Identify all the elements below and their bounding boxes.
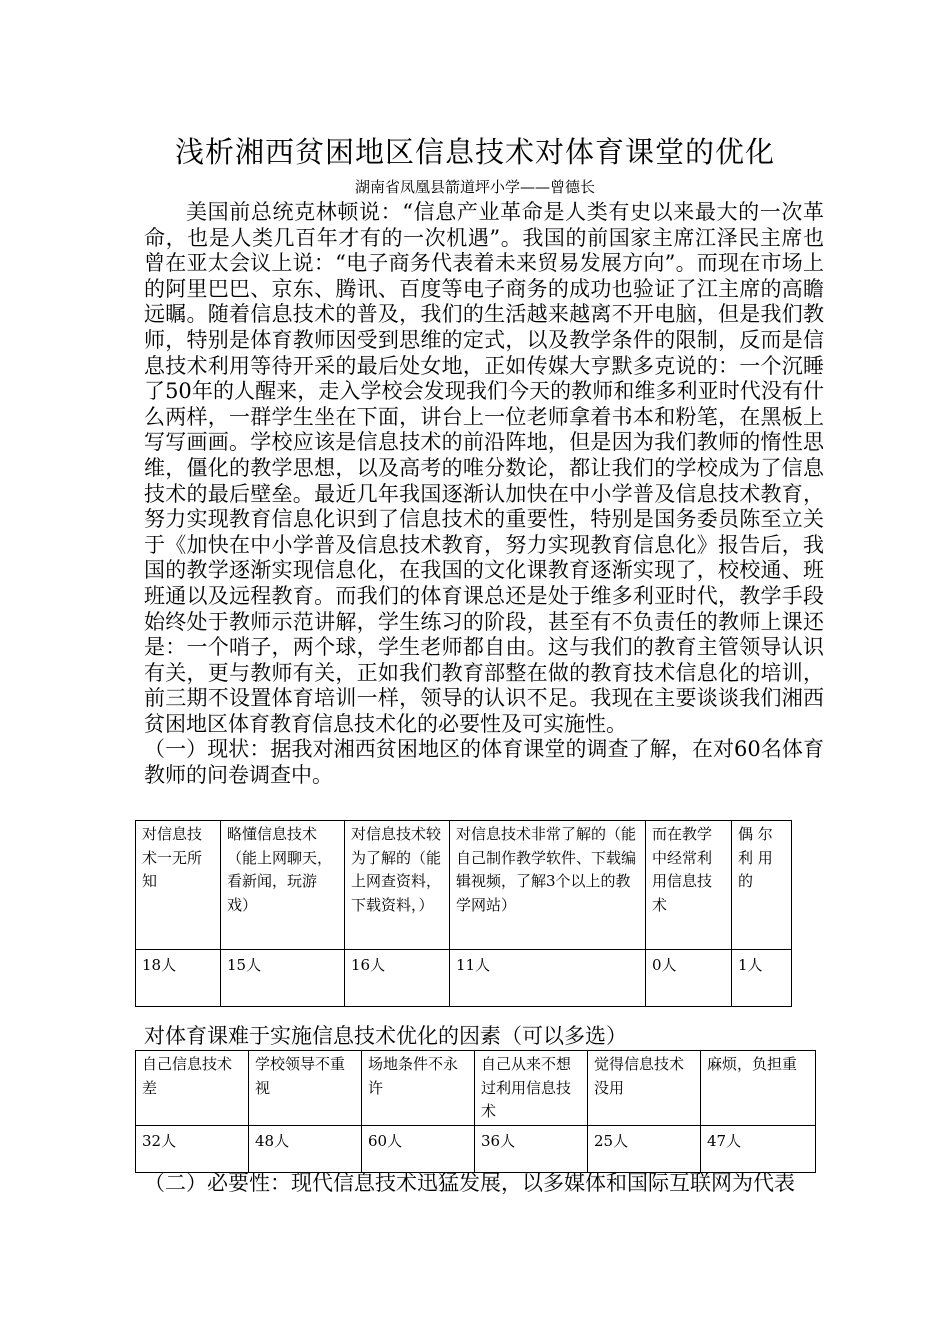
table-row: [136, 1051, 816, 1126]
table-row: [136, 950, 792, 1007]
table-cell: 32人: [136, 1126, 249, 1173]
table-header-cell: 对信息技术一无所知: [136, 821, 221, 950]
table-header-cell: 略懂信息技术（能上网聊天，看新闻，玩游戏）: [221, 821, 345, 950]
table-header-cell: 自己信息技术差: [136, 1051, 249, 1126]
table-cell: 48人: [249, 1126, 362, 1173]
table-row: [136, 1126, 816, 1173]
factors-table: [135, 1050, 816, 1173]
table-header-cell: 而在教学中经常利用信息技术: [646, 821, 732, 950]
intro-paragraph: 美国前总统克林顿说：“信息产业革命是人类有史以来最大的一次革命，也是人类几百年才有的一次机遇”。我国的前国家主席江泽民主席也曾在亚太会议上说：“电子商务代表着未来贸易发展方向”。而现在市场上的阿里巴巴、京东、腾讯、百度等电子商务的成功也验证了江主席的高瞻远瞩。随着信息技术的普及，我们的生活越来越离不开电脑，但是我们教师，特别是体育教师因受到思维的定式，以及教学条件的限制，反而是信息技术利用等待开采的最后处女地，正如传媒大亨默多克说的：一个沉睡了50年的人醒来，走入学校会发现我们今天的教师和维多利亚时代没有什么两样，一群学生坐在下面，讲台上一位老师拿着书本和粉笔，在黑板上写写画画。学校应该是信息技术的前沿阵地，但是因为我们教师的惰性思维，僵化的教学思想，以及高考的唯分数论，都让我们的学校成为了信息技术的最后壁垒。最近几年我国逐渐认加快在中小学普及信息技术教育，努力实现教育信息化识到了信息技术的重要性，特别是国务委员陈至立关于《加快在中小学普及信息技术教育，努力实现教育信息化》报告后，我国的教学逐渐实现信息化，在我国的文化课教育逐渐实现了，校校通、班班通以及远程教育。而我们的体育课总还是处于维多利亚时代，教学手段始终处于教师示范讲解，学生练习的阶段，甚至有不负责任的教师上课还是：一个哨子，两个球，学生老师都自由。这与我们的教育主管领导认识有关，更与教师有关，正如我们教育部整在做的教育技术信息化的培训，前三期不设置体育培训一样，领导的认识不足。我现在主要谈谈我们湘西贫困地区体育教育信息技术化的必要性及可实施性。: [144, 200, 824, 736]
table-header-cell: 觉得信息技术没用: [588, 1051, 701, 1126]
table-header-cell: 对信息技术较为了解的（能上网查资料，下载资料，）: [345, 821, 450, 950]
table-row: [136, 821, 792, 950]
table-cell: 25人: [588, 1126, 701, 1173]
table-cell: 1人: [732, 950, 792, 1007]
table-cell: 16人: [345, 950, 450, 1007]
body-text: [144, 200, 824, 789]
section-two-start: （二）必要性：现代信息技术迅猛发展，以多媒体和国际互联网为代表: [144, 1171, 795, 1195]
table-header-cell: 场地条件不永许: [362, 1051, 475, 1126]
table-header-cell: 对信息技术非常了解的（能自己制作教学软件、下载编辑视频，了解3个以上的教学网站）: [450, 821, 646, 950]
status-paragraph: （一）现状：据我对湘西贫困地区的体育课堂的调查了解，在对60名体育教师的问卷调查中。: [144, 737, 824, 788]
table-cell: 47人: [701, 1126, 816, 1173]
document-title: 浅析湘西贫困地区信息技术对体育课堂的优化: [174, 135, 775, 169]
table-header-cell: 学校领导不重视: [249, 1051, 362, 1126]
table-header-cell: 自己从来不想过利用信息技术: [475, 1051, 588, 1126]
table-cell: 36人: [475, 1126, 588, 1173]
table-header-cell: 麻烦，负担重: [701, 1051, 816, 1126]
survey-table: [135, 820, 792, 1007]
table-cell: 60人: [362, 1126, 475, 1173]
factors-heading: 对体育课难于实施信息技术优化的因素（可以多选）: [144, 1024, 627, 1048]
table-cell: 15人: [221, 950, 345, 1007]
table-cell: 0人: [646, 950, 732, 1007]
table-cell: 11人: [450, 950, 646, 1007]
table-header-cell: 偶 尔 利 用的: [732, 821, 792, 950]
table-cell: 18人: [136, 950, 221, 1007]
author-byline: 湖南省凤凰县箭道坪小学——曾德长: [354, 178, 595, 196]
